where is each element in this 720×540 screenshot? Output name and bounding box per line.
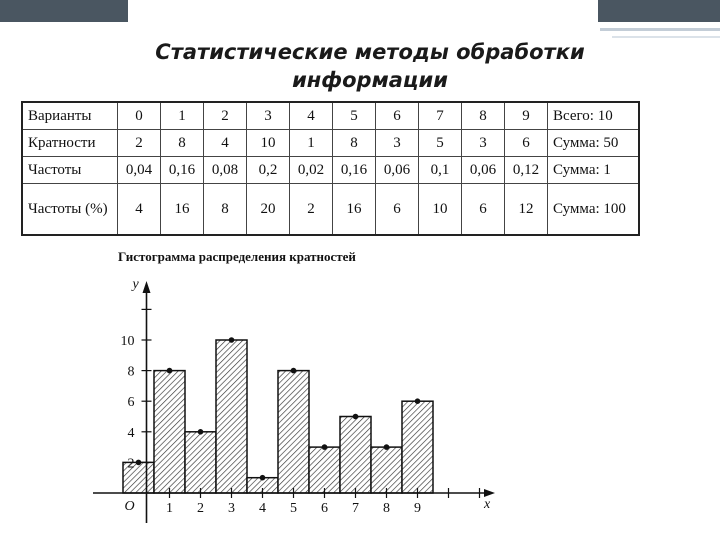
table-cell: 12 bbox=[505, 184, 548, 236]
histogram-bar bbox=[185, 432, 216, 493]
table-cell: 16 bbox=[161, 184, 204, 236]
table-cell: 0,06 bbox=[376, 157, 419, 184]
bar-top-point bbox=[167, 368, 173, 374]
histogram-bar bbox=[402, 401, 433, 493]
table-cell: 6 bbox=[462, 184, 505, 236]
table-cell: 4 bbox=[118, 184, 161, 236]
y-tick-label: 6 bbox=[127, 395, 135, 411]
table-cell: 0 bbox=[118, 102, 161, 130]
bar-top-point bbox=[353, 414, 359, 420]
histogram-bar bbox=[371, 447, 402, 493]
y-axis-arrow bbox=[143, 281, 151, 293]
x-axis-arrow bbox=[484, 489, 495, 497]
histogram-bar bbox=[216, 340, 247, 493]
table-cell: 2 bbox=[290, 184, 333, 236]
origin-label: O bbox=[124, 499, 135, 514]
bar-top-point bbox=[229, 337, 235, 343]
table-cell: 3 bbox=[376, 130, 419, 157]
row-header: Частоты (%) bbox=[22, 184, 118, 236]
y-tick-label: 4 bbox=[127, 425, 135, 441]
slide-title-line-2: информации bbox=[292, 68, 448, 92]
table-cell: 10 bbox=[247, 130, 290, 157]
summary-cell: Сумма: 1 bbox=[548, 157, 640, 184]
table-cell: 9 bbox=[505, 102, 548, 130]
x-tick-label: 3 bbox=[228, 501, 235, 516]
table-cell: 0,16 bbox=[161, 157, 204, 184]
bar-top-point bbox=[260, 475, 266, 481]
histogram-bar bbox=[154, 371, 185, 493]
row-header: Частоты bbox=[22, 157, 118, 184]
table-cell: 8 bbox=[462, 102, 505, 130]
x-tick-label: 5 bbox=[290, 501, 297, 516]
y-axis-label: y bbox=[132, 277, 139, 292]
table-cell: 2 bbox=[204, 102, 247, 130]
chart-title: Гистограмма распределения кратностей bbox=[118, 249, 356, 264]
table-cell: 5 bbox=[419, 130, 462, 157]
bar-top-point bbox=[415, 398, 421, 404]
table-cell: 0,02 bbox=[290, 157, 333, 184]
table-cell: 3 bbox=[247, 102, 290, 130]
table-cell: 6 bbox=[505, 130, 548, 157]
x-tick-label: 7 bbox=[352, 501, 359, 516]
y-tick-label: 2 bbox=[127, 456, 135, 472]
summary-cell: Всего: 10 bbox=[548, 102, 640, 130]
table-cell: 16 bbox=[333, 184, 376, 236]
table-cell: 20 bbox=[247, 184, 290, 236]
x-tick-label: 6 bbox=[321, 501, 328, 516]
table-cell: 6 bbox=[376, 184, 419, 236]
bar-top-point bbox=[136, 460, 142, 466]
table-cell: 0,12 bbox=[505, 157, 548, 184]
bar-top-point bbox=[384, 444, 390, 450]
row-header: Кратности bbox=[22, 130, 118, 157]
table-cell: 10 bbox=[419, 184, 462, 236]
histogram-bar bbox=[340, 417, 371, 494]
summary-cell: Сумма: 100 bbox=[548, 184, 640, 236]
bar-top-point bbox=[198, 429, 204, 435]
table-cell: 3 bbox=[462, 130, 505, 157]
y-tick-label: 8 bbox=[127, 364, 135, 380]
row-header: Варианты bbox=[22, 102, 118, 130]
table-cell: 0,06 bbox=[462, 157, 505, 184]
table-cell: 1 bbox=[290, 130, 333, 157]
summary-cell: Сумма: 50 bbox=[548, 130, 640, 157]
y-tick-label: 10 bbox=[120, 334, 135, 349]
table-cell: 0,16 bbox=[333, 157, 376, 184]
histogram-bar bbox=[278, 371, 309, 493]
table-cell: 2 bbox=[118, 130, 161, 157]
bar-top-point bbox=[291, 368, 297, 374]
table-cell: 8 bbox=[204, 184, 247, 236]
slide-title-line-1: Статистические методы обработки bbox=[155, 40, 585, 64]
bar-top-point bbox=[322, 444, 328, 450]
table-cell: 6 bbox=[376, 102, 419, 130]
table-cell: 0,04 bbox=[118, 157, 161, 184]
table-cell: 0,08 bbox=[204, 157, 247, 184]
table-cell: 4 bbox=[290, 102, 333, 130]
table-cell: 7 bbox=[419, 102, 462, 130]
x-tick-label: 8 bbox=[383, 501, 390, 516]
table-cell: 4 bbox=[204, 130, 247, 157]
table-cell: 5 bbox=[333, 102, 376, 130]
x-tick-label: 2 bbox=[197, 501, 204, 516]
x-tick-label: 4 bbox=[259, 501, 266, 516]
table-cell: 8 bbox=[333, 130, 376, 157]
x-axis-label: x bbox=[484, 497, 491, 512]
table-cell: 0,2 bbox=[247, 157, 290, 184]
x-tick-label: 1 bbox=[166, 501, 173, 516]
table-cell: 8 bbox=[161, 130, 204, 157]
table-cell: 1 bbox=[161, 102, 204, 130]
histogram-bar bbox=[309, 447, 340, 493]
x-tick-label: 9 bbox=[414, 501, 421, 516]
table-cell: 0,1 bbox=[419, 157, 462, 184]
